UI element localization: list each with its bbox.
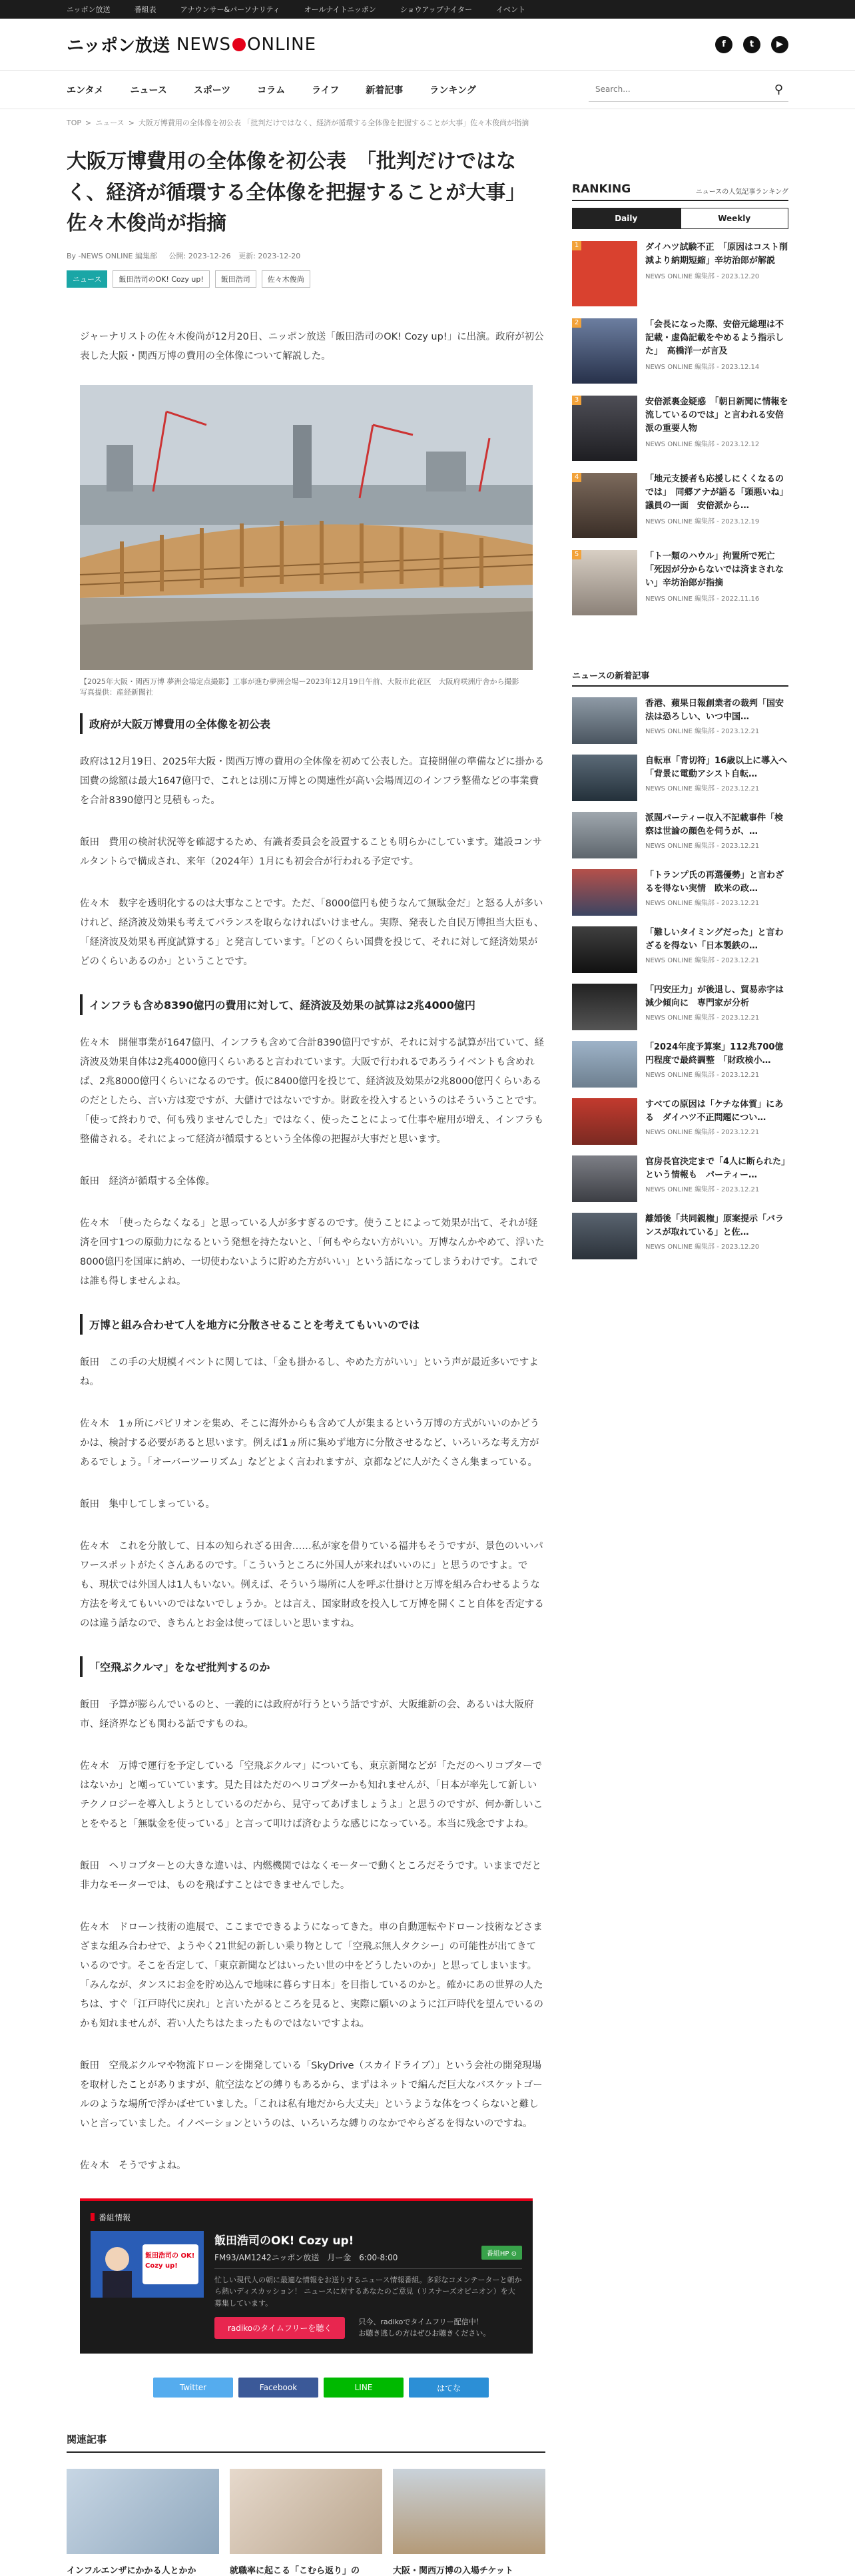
related-title: 就職率に起こる「こむら返り」の — [230, 2566, 360, 2576]
article-paragraph: 佐々木 開催事業が1647億円、インフラも含めて合計8390億円ですが、それに対する試算が出ていて、経済波及効果自体は2兆4000億円くらいあると言われています。大阪で行われるであろうイベントも含めれば、2兆8000億円くらいになるのです。仮に8400億円を投じて、経済波及効果が2兆8000億円くらいあるのだとしたら、言い方は変ですが、大儲けではないですか。財政を投入するというのはそういうことです。「使って終わりで、何も残りませんでした」ではなく、使ったことによって仕事や雇用が増え、インフラも整備される。それによって経済が循環するという全体像の把握が大事だと思います。 — [80, 1037, 545, 1145]
news-meta: NEWS ONLINE 編集部 - 2023.12.21 — [645, 728, 760, 735]
news-meta: NEWS ONLINE 編集部 - 2023.12.21 — [645, 900, 760, 907]
news-meta: NEWS ONLINE 編集部 - 2023.12.20 — [645, 1243, 760, 1251]
breadcrumb-top[interactable]: TOP — [67, 118, 82, 127]
ranking-note: ニュースの人気記事ランキング — [695, 188, 788, 196]
search-icon[interactable]: ⚲ — [774, 82, 783, 97]
article-paragraph: 飯田 集中してしまっている。 — [80, 1498, 215, 1510]
tag-sasaki[interactable]: 佐々木俊尚 — [262, 270, 310, 288]
article-updated: 更新: 2023-12-20 — [238, 251, 301, 260]
news-meta: NEWS ONLINE 編集部 - 2023.12.21 — [645, 957, 760, 964]
logo-en-online: ONLINE — [247, 34, 317, 55]
tag-news[interactable]: ニュース — [67, 270, 107, 288]
ranking-title-text: 「地元支援者も応援しにくくなるのでは」 同郷アナが語る「頭悪いね」議員の一面 安倍派から… — [645, 474, 788, 511]
logo-en — [176, 35, 316, 55]
article-paragraph: 飯田 ヘリコプターとの大きな違いは、内燃機関ではなくモーターで動くところだそうです。いままでだと非力なモーターでは、ものを飛ばすことはできませんでした。 — [80, 1860, 541, 1891]
program-header-label: 番組情報 — [99, 2212, 131, 2222]
ranking-number: 1 — [572, 241, 581, 250]
related-image — [230, 2469, 382, 2554]
ranking-item[interactable] — [572, 550, 788, 615]
article-paragraph: 佐々木 「使ったらなくなる」と思っている人が多すぎるのです。使うことによって効果が出て、それが経済を回す1つの原動力になるという発想を持たないと、「何もやらない方がいい。万博なんかやめて、浮いた8000億円を国庫に納め、一切使わないように貯めた方がいい」という話になってしまうわけです。これでは誰も得しませんよね。 — [80, 1217, 545, 1287]
ranking-title: RANKING — [572, 182, 631, 196]
related-item[interactable] — [67, 2469, 219, 2576]
nav-sports[interactable]: スポーツ — [193, 85, 231, 96]
article-body — [67, 328, 545, 2398]
news-meta: NEWS ONLINE 編集部 - 2023.12.21 — [645, 842, 760, 850]
ranking-meta: NEWS ONLINE 編集部 - 2022.11.16 — [645, 595, 760, 603]
tab-weekly[interactable]: Weekly — [681, 208, 789, 229]
news-meta: NEWS ONLINE 編集部 - 2023.12.21 — [645, 1186, 760, 1193]
ranking-image — [572, 550, 637, 615]
article-photo — [80, 385, 533, 670]
nav-entame[interactable]: エンタメ — [67, 85, 104, 96]
news-meta: NEWS ONLINE 編集部 - 2023.12.21 — [645, 785, 760, 793]
ranking-header — [572, 182, 788, 201]
article-paragraph: 飯田 この手の大規模イベントに関しては、「金も掛かるし、やめた方がいい」という声が最近多いですよね。 — [80, 1357, 539, 1387]
program-title: 飯田浩司のOK! Cozy up! — [214, 2234, 354, 2248]
article-meta — [67, 250, 545, 261]
article-paragraph: 佐々木 1ヵ所にパビリオンを集め、そこに海外からも含めて人が集まるという万博の方式がいいのかどうかは、検討する必要があると思います。例えば1ヵ所に集めず地方に分散させるなど、いろいろな考え方があるでしょう。「オーバーツーリズム」などとよく言われますが、京都などに人がたくさん集まっている。 — [80, 1418, 539, 1468]
ranking-item[interactable] — [572, 473, 788, 538]
ranking-item[interactable] — [572, 318, 788, 384]
article-main — [67, 136, 545, 2576]
breadcrumb — [0, 109, 855, 136]
related-heading: 関連記事 — [67, 2432, 545, 2453]
share-facebook-button[interactable]: Facebook — [238, 2378, 318, 2398]
nav-ranking[interactable]: ランキング — [429, 85, 476, 96]
ranking-title-text: 「会長になった際、安倍元総理は不記載・虚偽記載をやめるよう指示した」 高橋洋一が言及 — [645, 320, 784, 357]
article-paragraph: 飯田 費用の検討状況等を確認するため、有識者委員会を設置することも明らかにしています。建設コンサルタントらで構成され、来年（2024年）1月にも初会合が行われる予定です。 — [80, 836, 543, 867]
program-description: 忙しい現代人の朝に最適な情報をお送りするニュース情報番組。多彩なコメンテーターと朝から熱いディスカッション！ ニュースに対するあなたのご意見（リスナーズオピニオン）を大募集しています。 — [214, 2268, 522, 2310]
program-hp-button[interactable]: 番組HP ⊙ — [481, 2246, 522, 2260]
ranking-title-text: ダイハツ試験不正 「原因はコスト削減より納期短縮」辛坊治郎が解説 — [645, 242, 788, 266]
article-paragraph: 佐々木 数字を透明化するのは大事なことです。ただ、「8000億円も使うなんて無駄金だ」と怒る人が多いけれど、経済波及効果も考えてバランスを取らなければいけません。実際、発表した自民万博担当大臣も、「経済波及効果も再度試算する」と発言しています。「どのくらい国費を投じて、それに対して経済効果がどのくらいあるのか」ということです。 — [80, 898, 544, 967]
program-header-marker — [91, 2213, 95, 2221]
related-image — [393, 2469, 545, 2554]
news-item[interactable] — [572, 1213, 788, 1259]
topbar-link-nighter[interactable]: ショウアップナイター — [400, 5, 472, 14]
news-item[interactable] — [572, 755, 796, 801]
news-title: 離婚後「共同親権」原案提示「バランスが取れている」と佐… — [645, 1214, 784, 1237]
nav-column[interactable]: コラム — [257, 85, 286, 96]
logo-jp: ニッポン放送 — [67, 36, 170, 56]
ranking-number: 3 — [572, 396, 581, 405]
social-links — [715, 36, 788, 53]
tag-iida[interactable]: 飯田浩司 — [215, 270, 256, 288]
news-image — [572, 984, 637, 1030]
ranking-number: 5 — [572, 550, 581, 559]
related-title: 大阪・関西万博の入場チケット — [393, 2566, 513, 2576]
related-articles — [67, 2432, 545, 2576]
related-image — [67, 2469, 219, 2554]
ranking-image — [572, 396, 637, 461]
news-image — [572, 926, 637, 973]
news-title: 派閥パーティー収入不記載事件「検察は世論の顔色を伺うが、… — [645, 813, 783, 836]
breadcrumb-current: 大阪万博費用の全体像を初公表 「批判だけではなく、経済が循環する全体像を把握することが大事」佐々木俊尚が指摘 — [138, 119, 529, 127]
article-paragraph: 佐々木 そうですよね。 — [80, 2160, 186, 2171]
logo-red-dot — [232, 38, 246, 51]
ranking-meta: NEWS ONLINE 編集部 - 2023.12.20 — [645, 273, 760, 281]
nav-new-articles[interactable]: 新着記事 — [366, 85, 404, 96]
news-item[interactable] — [572, 812, 788, 858]
news-image — [572, 812, 637, 858]
article-subhead-1: 政府が大阪万博費用の全体像を初公表 — [80, 713, 545, 734]
ranking-meta: NEWS ONLINE 編集部 - 2023.12.14 — [645, 364, 760, 372]
article-paragraph: 飯田 予算が膨らんでいるのと、一義的には政府が行うという話ですが、大阪維新の会、あるいは大阪府市、経済界なども関わる話ですものね。 — [80, 1699, 534, 1730]
news-title: 「円安圧力」が後退し、貿易赤字は減少傾向に 専門家が分析 — [645, 985, 784, 1008]
article-subhead-4: 「空飛ぶクルマ」をなぜ批判するのか — [80, 1656, 545, 1677]
ranking-image — [572, 241, 637, 306]
news-image — [572, 697, 637, 744]
news-image — [572, 1155, 637, 1202]
article-published: 公開: 2023-12-26 — [168, 251, 231, 260]
news-item[interactable] — [572, 926, 788, 973]
youtube-icon[interactable]: ▶ — [771, 36, 788, 53]
article-paragraph: 飯田 経済が循環する全体像。 — [80, 1175, 215, 1187]
news-title: すべての原因は「ケチな体質」にある ダイハツ不正問題につい… — [645, 1100, 784, 1123]
article-paragraph: 佐々木 ドローン技術の進展で、ここまでできるようになってきた。車の自動運転やドローン技術などさまざまな組み合わせで、ようやく21世紀の新しい乗り物として「空飛ぶ無人タクシー」の可能性が出てきているのです。そこを否定して、「東京新聞などはいったい世の中をどうしたいのか」と思ってしまいます。「みんなが、タンスにお金を貯め込んで地味に暮らす日本」を目指しているのかと。確かにあの世界の人たちは、すぐ「江戸時代に戻れ」と言いたがるところを見ると、実際に願いのように江戸時代を望んでいるのかも知れませんが、若い人たちはたまったものではないですよね。 — [80, 1921, 543, 2029]
news-image — [572, 755, 637, 801]
new-articles-header — [572, 669, 788, 687]
topbar-link-nippon-housou[interactable]: ニッポン放送 — [67, 5, 111, 14]
ranking-title-text: 安倍派裏金疑惑 「朝日新聞に情報を流しているのでは」と言われる安倍派の重要人物 — [645, 397, 788, 434]
photo-caption: 【2025年大阪・関西万博 夢洲会場定点撮影】工事が進む夢洲会場ー2023年12月19日午前、大阪市此花区 大阪府咲洲庁舎から撮影 写真提供：産経新聞社 — [80, 677, 527, 697]
related-title: インフルエンザにかかる人とかか — [67, 2566, 196, 2576]
article-paragraph: 飯田 空飛ぶクルマや物流ドローンを開発している「SkyDrive（スカイドライブ）」という会社の開発現場を取材したことがありますが、航空法などの縛りもあるから、まずはネットで編んだ巨大なバスケットゴールのような場所で浮かばせていました。「これは私有地だから大丈夫」というような体をつくらないと難しいと言っていました。イノベーションというのは、いろいろな縛りのなかでやらざるを得ないのですね。 — [80, 2060, 543, 2129]
news-meta: NEWS ONLINE 編集部 - 2023.12.21 — [645, 1129, 760, 1136]
ranking-meta: NEWS ONLINE 編集部 - 2023.12.12 — [645, 441, 760, 449]
news-meta: NEWS ONLINE 編集部 - 2023.12.21 — [645, 1014, 760, 1022]
news-item[interactable] — [572, 869, 788, 916]
news-title: 香港、蘋果日報創業者の裁判「国安法は恐ろしい、いつ中国… — [645, 699, 784, 722]
news-title: 「トランプ氏の再選優勢」と言わざるを得ない実情 欧米の政… — [645, 870, 784, 894]
article-title: 大阪万博費用の全体像を初公表 「批判だけではなく、経済が循環する全体像を把握することが大事」佐々木俊尚が指摘 — [67, 150, 526, 235]
news-item[interactable] — [572, 697, 788, 744]
news-item[interactable] — [572, 1041, 788, 1088]
program-thumb-text: 飯田浩司の OK! Cozy up! — [145, 2252, 195, 2270]
share-twitter-button[interactable]: Twitter — [153, 2378, 233, 2398]
ranking-number: 2 — [572, 318, 581, 328]
topbar-link-program[interactable]: 番組表 — [134, 5, 156, 14]
program-thumbnail[interactable] — [91, 2231, 204, 2298]
news-item[interactable] — [572, 1098, 788, 1145]
article-tags — [67, 270, 545, 288]
news-title: 自転車「青切符」16歳以上に導入へ 「背景に電動アシスト自転… — [645, 756, 796, 779]
news-meta: NEWS ONLINE 編集部 - 2023.12.21 — [645, 1072, 760, 1079]
related-item[interactable] — [393, 2469, 545, 2576]
article-intro: ジャーナリストの佐々木俊尚が12月20日、ニッポン放送「飯田浩司のOK! Cozy up!」に出演。政府が初公表した大阪・関西万博の費用の全体像について解説した。 — [80, 331, 544, 362]
share-line-button[interactable]: LINE — [324, 2378, 404, 2398]
main-nav — [0, 71, 855, 109]
program-info-box — [80, 2198, 533, 2354]
search-box — [589, 78, 788, 102]
share-hatena-button[interactable]: はてな — [409, 2378, 489, 2398]
article-paragraph: 佐々木 万博で運行を予定している「空飛ぶクルマ」についても、東京新聞などが「ただのヘリコプターではないか」と嘲っていています。見た目はただのヘリコプターかも知れませんが、「日本が率先して新しいテクノロジーを導入しようとしているのだから、見守ってあげましょうよ」と思うのですが、何か新しいことをやると「無駄金を使っている」と言って叩けば済むような感じになっている。本当に残念ですよね。 — [80, 1760, 543, 1829]
sidebar — [572, 136, 796, 2576]
ranking-item[interactable] — [572, 241, 788, 306]
article-byline: By -NEWS ONLINE 編集部 — [67, 251, 157, 260]
new-articles-title: ニュースの新着記事 — [572, 671, 650, 681]
topbar-link-ann[interactable]: オールナイトニッポン — [304, 5, 376, 14]
breadcrumb-sep: > — [85, 118, 92, 127]
topbar-link-announcers[interactable]: アナウンサー&パーソナリティ — [180, 5, 280, 14]
twitter-icon[interactable]: t — [743, 36, 760, 53]
program-detail: FM93/AM1242ニッポン放送 月ー金 6:00-8:00 — [214, 2252, 398, 2262]
ranking-item[interactable] — [572, 396, 788, 461]
nav-news[interactable]: ニュース — [130, 85, 167, 96]
radiko-note: 只今、radikoでタイムフリー配信中！ お聴き逃しの方はぜひお聴きください。 — [358, 2318, 491, 2338]
related-item[interactable] — [230, 2469, 382, 2576]
ranking-meta: NEWS ONLINE 編集部 - 2023.12.19 — [645, 518, 760, 526]
top-bar — [0, 0, 855, 19]
ranking-tabs — [572, 208, 788, 229]
expo-construction-photo — [80, 385, 533, 670]
ranking-image — [572, 318, 637, 384]
ranking-image — [572, 473, 637, 538]
search-input[interactable] — [589, 85, 769, 94]
radiko-button[interactable]: radikoのタイムフリーを聴く — [214, 2317, 345, 2339]
ranking-title-text: 「ト一類のハウル」拘置所で死亡「死因が分からないでは済まされない」辛坊治郎が指摘 — [645, 551, 784, 589]
news-item[interactable] — [572, 984, 788, 1030]
news-image — [572, 1041, 637, 1088]
logo-en-news: NEWS — [176, 34, 232, 55]
article-subhead-2: インフラも含め8390億円の費用に対して、経済波及効果の試算は2兆4000億円 — [80, 994, 545, 1015]
tag-program[interactable]: 飯田浩司のOK! Cozy up! — [113, 270, 209, 288]
breadcrumb-sep: > — [128, 118, 135, 127]
tab-daily[interactable]: Daily — [572, 208, 681, 229]
news-image — [572, 1098, 637, 1145]
news-item[interactable] — [572, 1155, 788, 1202]
ranking-number: 4 — [572, 473, 581, 482]
share-buttons — [80, 2378, 545, 2398]
news-image — [572, 869, 637, 916]
topbar-link-event[interactable]: イベント — [496, 5, 525, 14]
article-paragraph: 佐々木 これを分散して、日本の知られざる田舎……私が家を借りている福井もそうですが、景色のいいパワースポットがたくさんあるのです。「こういうところに外国人が来ればいいのに」と思うのですよ。でも、現状では外国人は1人もいない。例えば、そういう場所に人を呼ぶ仕掛けと万博を組み合わせるような方法を考えてもいいのではないでしょうか。とは言え、国家財政を投入して万博を開くこと自体を否定するのは違う話なので、きちんとお金は使ってほしいと思いますね。 — [80, 1540, 544, 1629]
article-subhead-3: 万博と組み合わせて人を地方に分散させることを考えてもいいのでは — [80, 1314, 545, 1335]
facebook-icon[interactable]: f — [715, 36, 732, 53]
site-logo[interactable] — [67, 32, 316, 57]
news-title: 「難しいタイミングだった」と言わざるを得ない「日本製鉄の… — [645, 928, 784, 951]
program-info-header — [91, 2212, 522, 2223]
news-title: 官房長官決定まで「4人に断られた」という情報も パーティー… — [645, 1157, 786, 1180]
news-image — [572, 1213, 637, 1259]
news-title: 「2024年度予算案」112兆700億円程度で最終調整 「財政検小… — [645, 1042, 784, 1066]
breadcrumb-news[interactable]: ニュース — [95, 119, 125, 127]
article-paragraph: 政府は12月19日、2025年大阪・関西万博の費用の全体像を初めて公表した。直接開催の準備などに掛かる国費の総額は最大1647億円で、これとは別に万博との関連性が高い会場周辺のインフラ整備などの事業費を合計8390億円と見積もった。 — [80, 756, 545, 806]
site-header — [0, 19, 855, 71]
nav-life[interactable]: ライフ — [312, 85, 340, 96]
